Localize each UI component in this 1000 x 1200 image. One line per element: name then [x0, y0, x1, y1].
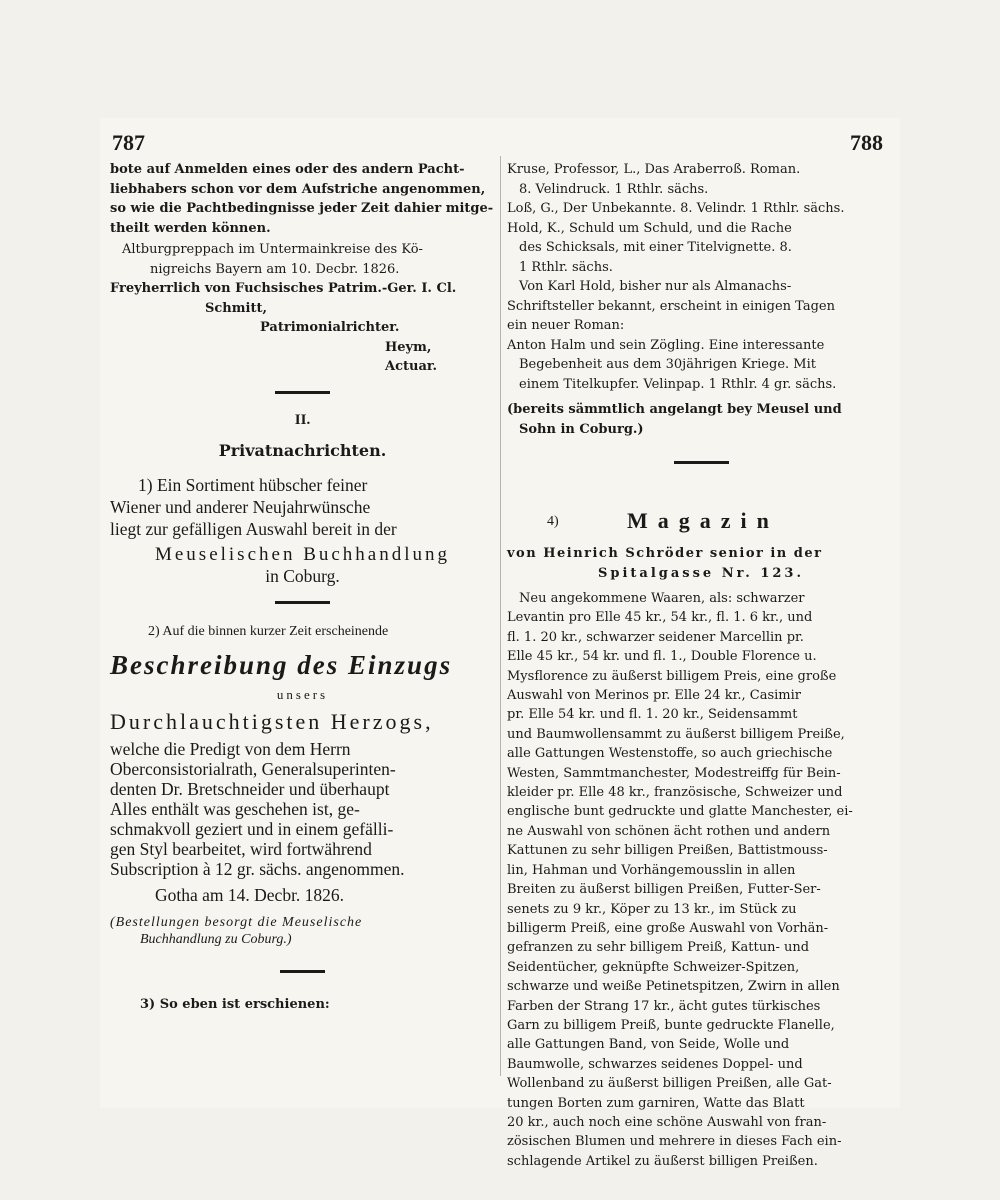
page-number-right: 788 — [850, 130, 883, 155]
court-name: Freyherrlich von Fuchsisches Patrim.-Ger. I. Cl. — [110, 281, 457, 296]
section-separator — [275, 601, 330, 604]
text-line: fl. 1. 20 kr., schwarzer seidener Marcellin pr. — [507, 629, 804, 645]
text-line: tungen Borten zum garniren, Watte das Blatt — [507, 1095, 805, 1111]
text-line: Von Karl Hold, bisher nur als Almanachs- — [519, 279, 792, 294]
section-title: Privatnachrichten. — [218, 440, 387, 460]
text-line: zösischen Blumen und mehrere in dieses Fach ein- — [507, 1134, 842, 1150]
signatory-name: Schmitt, — [205, 300, 267, 316]
text-line: alle Gattungen Westenstoffe, so auch griechische — [507, 746, 833, 762]
text-line: ne Auswahl von schönen ächt rothen und andern — [507, 823, 831, 839]
section-separator — [275, 391, 330, 394]
bookshop-name: Meuselischen Buchhandlung — [154, 544, 451, 565]
item3-heading: 3) So eben ist erschienen: — [140, 997, 330, 1012]
item2-duke: Durchlauchtigsten Herzogs, — [110, 709, 434, 734]
item1-text — [110, 474, 495, 540]
text-line: einem Titelkupfer. Velinpap. 1 Rthlr. 4 gr. sächs. — [519, 376, 837, 392]
text-line: theilt werden können. — [110, 220, 271, 236]
left-column — [110, 160, 495, 1015]
book-list — [507, 160, 895, 277]
item4-body — [507, 589, 895, 1171]
books-note — [507, 400, 895, 439]
bookshop-city: in Coburg. — [265, 566, 340, 586]
text-line: 1 Rthlr. sächs. — [519, 259, 613, 275]
text-line: bote auf Anmelden eines oder des andern Pacht- — [110, 162, 465, 177]
item2-title: Beschreibung des Einzugs — [110, 650, 453, 680]
text-line: Wollenband zu äußerst billigen Preißen, alle Gat- — [507, 1076, 832, 1092]
text-line: Levantin pro Elle 45 kr., 54 kr., fl. 1. 6 kr., und — [507, 610, 813, 626]
text-line: Anton Halm und sein Zögling. Eine interessante — [507, 337, 825, 353]
item2-intro: 2) Auf die binnen kurzer Zeit erscheinende — [148, 624, 389, 639]
text-line: nigreichs Bayern am 10. Decbr. 1826. — [150, 261, 400, 277]
text-line: und Baumwollensammt zu äußerst billigem Preiße, — [507, 726, 845, 742]
text-line: pr. Elle 54 kr. und fl. 1. 20 kr., Seidensammt — [507, 707, 798, 723]
text-line: Kruse, Professor, L., Das Araberroß. Roman. — [507, 162, 801, 177]
text-line: Auswahl von Merinos pr. Elle 24 kr., Casimir — [507, 688, 801, 704]
text-line: Westen, Sammtmanchester, Modestreiffg für Bein- — [507, 765, 841, 781]
text-line: Neu angekommene Waaren, als: schwarzer — [519, 591, 805, 606]
text-line: ein neuer Roman: — [507, 318, 625, 333]
text-line: gefranzen zu sehr billigem Preiß, Kattun- und — [507, 940, 810, 956]
section-number: II. — [294, 411, 311, 428]
text-line: Loß, G., Der Unbekannte. 8. Velindr. 1 Rthlr. sächs. — [507, 201, 845, 216]
text-line: Sohn in Coburg.) — [519, 421, 644, 437]
text-line: 1) Ein Sortiment hübscher feiner — [138, 475, 368, 495]
item2-unsers: unsers — [276, 687, 329, 702]
text-line: Baumwolle, schwarzes seidenes Doppel- und — [507, 1056, 803, 1072]
text-line: Seidentücher, geknüpfte Schweizer-Spitzen, — [507, 959, 800, 975]
text-line: Begebenheit aus dem 30jährigen Kriege. Mit — [519, 357, 816, 372]
text-line: gen Styl bearbeitet, wird fortwährend — [110, 839, 372, 859]
item4-title: Magazin — [627, 508, 779, 533]
signatory-name: Heym, — [385, 339, 432, 355]
text-line: Alles enthält was geschehen ist, ge- — [110, 799, 360, 819]
text-line: schwarze und weiße Petinetspitzen, Zwirn in allen — [507, 979, 840, 995]
item4-subtitle — [507, 544, 895, 583]
text-line: 8. Velindruck. 1 Rthlr. sächs. — [519, 181, 709, 197]
section-separator — [280, 970, 325, 973]
text-line: so wie die Pachtbedingnisse jeder Zeit dahier mitge- — [110, 201, 494, 216]
text-line: kleider pr. Elle 48 kr., französische, Schweizer und — [507, 785, 843, 801]
text-line: schmakvoll geziert und in einem gefälli- — [110, 819, 394, 839]
text-line: schlagende Artikel zu äußerst billigen Preißen. — [507, 1153, 818, 1169]
text-line: Breiten zu äußerst billigen Preißen, Futter-Ser- — [507, 882, 821, 898]
text-line: liegt zur gefälligen Auswahl bereit in der — [110, 519, 397, 539]
text-line: liebhabers schon vor dem Aufstriche angenommen, — [110, 181, 486, 197]
text-line: welche die Predigt von dem Herrn — [110, 739, 351, 759]
text-line: Wiener und anderer Neujahrwünsche — [110, 497, 371, 517]
text-line: Farben der Strang 17 kr., ächt gutes türkisches — [507, 998, 821, 1014]
text-line: Subscription à 12 gr. sächs. angenommen. — [110, 859, 405, 879]
text-line: (Bestellungen besorgt die Meuselische — [110, 915, 363, 930]
signatory-role: Actuar. — [385, 359, 438, 374]
item4-header — [507, 508, 895, 540]
item4-number: 4) — [547, 514, 559, 529]
text-line: Spitalgasse Nr. 123. — [598, 565, 804, 581]
signatory-role: Patrimonialrichter. — [260, 320, 400, 335]
text-line: Elle 45 kr., 54 kr. und fl. 1., Double Florence u. — [507, 649, 817, 665]
text-line: senets zu 9 kr., Köper zu 13 kr., im Stück zu — [507, 901, 797, 917]
text-line: englische bunt gedruckte und glatte Manchester, ei- — [507, 804, 853, 820]
page-number-left: 787 — [112, 130, 145, 155]
text-line: Hold, K., Schuld um Schuld, und die Rache — [507, 220, 792, 236]
new-novel-announcement — [507, 277, 895, 394]
right-column — [507, 160, 895, 1171]
text-line: von Heinrich Schröder senior in der — [507, 546, 823, 561]
text-line: des Schicksals, mit einer Titelvignette. 8. — [519, 240, 792, 255]
text-line: lin, Hahman und Vorhängemousslin in allen — [507, 862, 796, 878]
text-line: Buchhandlung zu Coburg.) — [140, 932, 292, 947]
item2-body — [110, 739, 495, 879]
text-line: Oberconsistorialrath, Generalsuperinten- — [110, 759, 396, 779]
text-line: Mysflorence zu äußerst billigem Preis, eine große — [507, 668, 837, 684]
column-divider — [500, 156, 501, 1076]
text-line: 20 kr., auch noch eine schöne Auswahl von fran- — [507, 1114, 827, 1130]
text-line: billigerm Preiß, eine große Auswahl von Vorhän- — [507, 920, 829, 936]
item2-note — [110, 914, 495, 948]
text-line: (bereits sämmtlich angelangt bey Meusel und — [507, 402, 842, 417]
text-line: alle Gattungen Band, von Seide, Wolle und — [507, 1037, 790, 1053]
section-separator — [674, 461, 729, 464]
place-date — [110, 240, 495, 279]
text-line: Schriftsteller bekannt, erscheint in einigen Tagen — [507, 298, 835, 314]
text-line: denten Dr. Bretschneider und überhaupt — [110, 779, 390, 799]
lease-paragraph — [110, 160, 495, 238]
text-line: Kattunen zu sehr billigen Preißen, Battistmouss- — [507, 843, 828, 859]
text-line: Altburgpreppach im Untermainkreise des Kö- — [122, 242, 423, 257]
text-line: Garn zu billigem Preiß, bunte gedruckte Flanelle, — [507, 1017, 835, 1033]
item2-place-date: Gotha am 14. Decbr. 1826. — [155, 885, 345, 905]
